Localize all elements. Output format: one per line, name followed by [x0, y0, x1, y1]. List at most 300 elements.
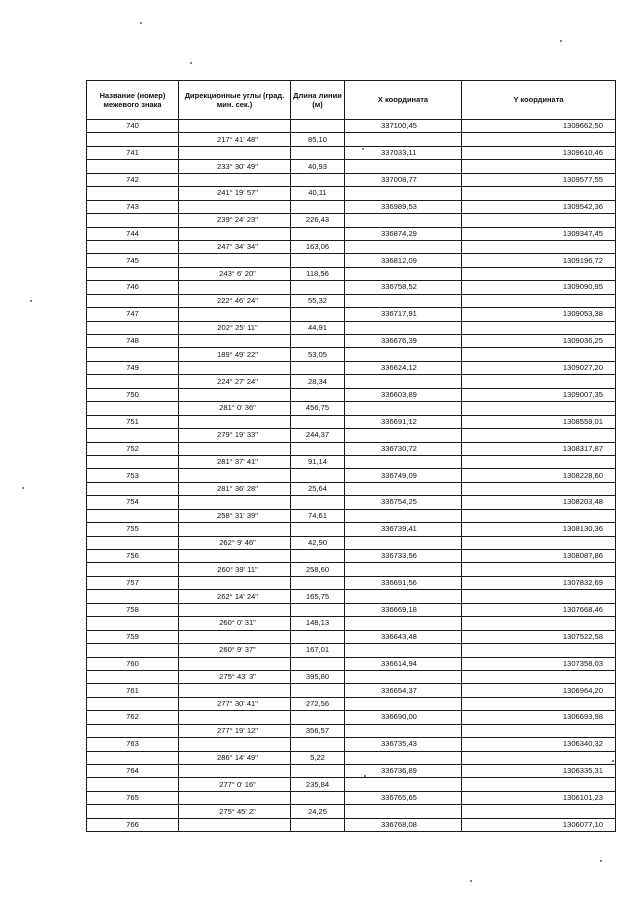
empty-cell: [291, 442, 345, 455]
scan-speck: [364, 775, 366, 777]
empty-cell: [179, 308, 291, 321]
empty-cell: [462, 670, 616, 683]
direction-angle-cell: 281° 37' 41": [179, 455, 291, 468]
table-row: [87, 778, 616, 791]
empty-cell: [87, 348, 179, 361]
y-coordinate-cell: 1309610,46: [462, 146, 616, 159]
empty-cell: [345, 509, 462, 522]
point-name-cell: 763: [87, 738, 179, 751]
y-coordinate-cell: 1307668,46: [462, 603, 616, 616]
table-row: [87, 684, 616, 697]
direction-angle-cell: 281° 0' 36": [179, 402, 291, 415]
table-row: [87, 523, 616, 536]
scan-speck: [140, 22, 142, 24]
empty-cell: [179, 361, 291, 374]
direction-angle-cell: 222° 46' 24": [179, 294, 291, 307]
line-length-cell: 118,56: [291, 267, 345, 280]
empty-cell: [291, 818, 345, 831]
line-length-cell: 40,93: [291, 160, 345, 173]
y-coordinate-cell: 1308317,87: [462, 442, 616, 455]
point-name-cell: 766: [87, 818, 179, 831]
table-row: [87, 308, 616, 321]
empty-cell: [87, 133, 179, 146]
empty-cell: [87, 536, 179, 549]
empty-cell: [345, 724, 462, 737]
point-name-cell: 746: [87, 281, 179, 294]
line-length-cell: 85,10: [291, 133, 345, 146]
empty-cell: [87, 429, 179, 442]
table-row: [87, 590, 616, 603]
point-name-cell: 748: [87, 335, 179, 348]
empty-cell: [291, 550, 345, 563]
table-row: [87, 724, 616, 737]
empty-cell: [462, 429, 616, 442]
x-coordinate-cell: 336812,09: [345, 254, 462, 267]
empty-cell: [291, 603, 345, 616]
empty-cell: [291, 496, 345, 509]
empty-cell: [179, 388, 291, 401]
x-coordinate-cell: 336691,56: [345, 576, 462, 589]
x-coordinate-cell: 336690,00: [345, 711, 462, 724]
empty-cell: [87, 751, 179, 764]
direction-angle-cell: 247° 34' 34": [179, 240, 291, 253]
direction-angle-cell: 260° 39' 11": [179, 563, 291, 576]
direction-angle-cell: 275° 45' 2": [179, 805, 291, 818]
point-name-cell: 752: [87, 442, 179, 455]
point-name-cell: 757: [87, 576, 179, 589]
empty-cell: [462, 778, 616, 791]
y-coordinate-cell: 1306101,23: [462, 791, 616, 804]
empty-cell: [462, 240, 616, 253]
direction-angle-cell: 239° 24' 23": [179, 214, 291, 227]
empty-cell: [291, 576, 345, 589]
empty-cell: [87, 214, 179, 227]
table-row: [87, 711, 616, 724]
y-coordinate-cell: 1306340,32: [462, 738, 616, 751]
direction-angle-cell: 224° 27' 24": [179, 375, 291, 388]
empty-cell: [291, 765, 345, 778]
line-length-cell: 272,56: [291, 697, 345, 710]
empty-cell: [179, 496, 291, 509]
y-coordinate-cell: 1308559,01: [462, 415, 616, 428]
empty-cell: [87, 509, 179, 522]
empty-cell: [87, 778, 179, 791]
empty-cell: [345, 805, 462, 818]
empty-cell: [345, 617, 462, 630]
table-row: [87, 738, 616, 751]
empty-cell: [345, 590, 462, 603]
line-length-cell: 163,06: [291, 240, 345, 253]
direction-angle-cell: 233° 30' 49": [179, 160, 291, 173]
point-name-cell: 742: [87, 173, 179, 186]
x-coordinate-cell: 336676,39: [345, 335, 462, 348]
line-length-cell: 258,60: [291, 563, 345, 576]
empty-cell: [291, 308, 345, 321]
table-row: [87, 240, 616, 253]
empty-cell: [179, 818, 291, 831]
x-coordinate-cell: 337008,77: [345, 173, 462, 186]
empty-cell: [291, 657, 345, 670]
y-coordinate-cell: 1309007,35: [462, 388, 616, 401]
y-coordinate-cell: 1308087,86: [462, 550, 616, 563]
table-row: [87, 120, 616, 133]
direction-angle-cell: 262° 14' 24": [179, 590, 291, 603]
x-coordinate-cell: 336739,41: [345, 523, 462, 536]
empty-cell: [345, 348, 462, 361]
empty-cell: [345, 644, 462, 657]
table-row: [87, 133, 616, 146]
y-coordinate-cell: 1309542,36: [462, 200, 616, 213]
line-length-cell: 235,84: [291, 778, 345, 791]
table-row: [87, 697, 616, 710]
empty-cell: [462, 294, 616, 307]
y-coordinate-cell: 1309347,45: [462, 227, 616, 240]
empty-cell: [345, 697, 462, 710]
y-coordinate-cell: 1309577,55: [462, 173, 616, 186]
empty-cell: [87, 321, 179, 334]
direction-angle-cell: 258° 31' 39": [179, 509, 291, 522]
table-row: [87, 482, 616, 495]
empty-cell: [291, 415, 345, 428]
point-name-cell: 758: [87, 603, 179, 616]
empty-cell: [291, 630, 345, 643]
line-length-cell: 226,43: [291, 214, 345, 227]
empty-cell: [462, 455, 616, 468]
scan-speck: [470, 880, 472, 882]
point-name-cell: 755: [87, 523, 179, 536]
line-length-cell: 244,37: [291, 429, 345, 442]
point-name-cell: 756: [87, 550, 179, 563]
x-coordinate-cell: 336733,56: [345, 550, 462, 563]
empty-cell: [179, 684, 291, 697]
table-row: [87, 375, 616, 388]
empty-cell: [345, 240, 462, 253]
table-row: [87, 442, 616, 455]
empty-cell: [179, 576, 291, 589]
empty-cell: [291, 738, 345, 751]
direction-angle-cell: 277° 30' 41": [179, 697, 291, 710]
table-row: [87, 267, 616, 280]
line-length-cell: 74,61: [291, 509, 345, 522]
empty-cell: [345, 187, 462, 200]
point-name-cell: 761: [87, 684, 179, 697]
empty-cell: [291, 711, 345, 724]
direction-angle-cell: 260° 0' 31": [179, 617, 291, 630]
y-coordinate-cell: 1306693,98: [462, 711, 616, 724]
empty-cell: [291, 227, 345, 240]
point-name-cell: 745: [87, 254, 179, 267]
y-coordinate-cell: 1309196,72: [462, 254, 616, 267]
empty-cell: [345, 214, 462, 227]
y-coordinate-cell: 1308203,48: [462, 496, 616, 509]
empty-cell: [462, 402, 616, 415]
table-row: [87, 455, 616, 468]
empty-cell: [179, 173, 291, 186]
empty-cell: [291, 523, 345, 536]
y-coordinate-cell: 1306964,20: [462, 684, 616, 697]
table-header-row: [87, 81, 616, 120]
empty-cell: [87, 724, 179, 737]
point-name-cell: 744: [87, 227, 179, 240]
empty-cell: [179, 711, 291, 724]
x-coordinate-cell: 336643,48: [345, 630, 462, 643]
table-row: [87, 630, 616, 643]
line-length-cell: 28,34: [291, 375, 345, 388]
scan-speck: [612, 760, 614, 762]
table-row: [87, 214, 616, 227]
table-row: [87, 536, 616, 549]
empty-cell: [291, 388, 345, 401]
header-y-coordinate: Y координата: [462, 81, 616, 120]
line-length-cell: 395,80: [291, 670, 345, 683]
empty-cell: [291, 173, 345, 186]
x-coordinate-cell: 336754,25: [345, 496, 462, 509]
empty-cell: [179, 550, 291, 563]
boundary-coordinates-table: [86, 80, 616, 832]
table-row: [87, 765, 616, 778]
scan-speck: [362, 148, 364, 150]
x-coordinate-cell: 336989,53: [345, 200, 462, 213]
line-length-cell: 91,14: [291, 455, 345, 468]
empty-cell: [345, 563, 462, 576]
x-coordinate-cell: 337033,11: [345, 146, 462, 159]
scan-speck: [600, 860, 602, 862]
table-row: [87, 818, 616, 831]
empty-cell: [87, 590, 179, 603]
y-coordinate-cell: 1307832,69: [462, 576, 616, 589]
line-length-cell: 148,13: [291, 617, 345, 630]
empty-cell: [345, 375, 462, 388]
line-length-cell: 25,64: [291, 482, 345, 495]
y-coordinate-cell: 1309662,50: [462, 120, 616, 133]
point-name-cell: 743: [87, 200, 179, 213]
empty-cell: [179, 227, 291, 240]
empty-cell: [345, 294, 462, 307]
empty-cell: [87, 617, 179, 630]
empty-cell: [87, 805, 179, 818]
line-length-cell: 356,57: [291, 724, 345, 737]
table-row: [87, 254, 616, 267]
point-name-cell: 741: [87, 146, 179, 159]
table-row: [87, 281, 616, 294]
empty-cell: [87, 670, 179, 683]
header-point-name: Название (номер) межевого знака: [87, 81, 179, 120]
table-row: [87, 348, 616, 361]
empty-cell: [462, 536, 616, 549]
x-coordinate-cell: 336768,08: [345, 818, 462, 831]
y-coordinate-cell: 1309053,38: [462, 308, 616, 321]
empty-cell: [345, 160, 462, 173]
y-coordinate-cell: 1306077,10: [462, 818, 616, 831]
header-x-coordinate: X координата: [345, 81, 462, 120]
direction-angle-cell: 217° 41' 48": [179, 133, 291, 146]
point-name-cell: 764: [87, 765, 179, 778]
empty-cell: [345, 133, 462, 146]
table-row: [87, 173, 616, 186]
point-name-cell: 760: [87, 657, 179, 670]
empty-cell: [345, 267, 462, 280]
empty-cell: [462, 267, 616, 280]
x-coordinate-cell: 336624,12: [345, 361, 462, 374]
point-name-cell: 753: [87, 469, 179, 482]
empty-cell: [179, 415, 291, 428]
empty-cell: [462, 590, 616, 603]
empty-cell: [462, 697, 616, 710]
scan-speck: [190, 62, 192, 64]
point-name-cell: 754: [87, 496, 179, 509]
empty-cell: [462, 348, 616, 361]
table-row: [87, 187, 616, 200]
empty-cell: [87, 160, 179, 173]
y-coordinate-cell: 1309090,95: [462, 281, 616, 294]
point-name-cell: 749: [87, 361, 179, 374]
empty-cell: [462, 644, 616, 657]
empty-cell: [462, 751, 616, 764]
direction-angle-cell: 277° 0' 16": [179, 778, 291, 791]
direction-angle-cell: 243° 6' 20": [179, 267, 291, 280]
empty-cell: [345, 321, 462, 334]
point-name-cell: 751: [87, 415, 179, 428]
table-row: [87, 751, 616, 764]
line-length-cell: 40,11: [291, 187, 345, 200]
x-coordinate-cell: 336765,65: [345, 791, 462, 804]
empty-cell: [345, 429, 462, 442]
table-row: [87, 670, 616, 683]
empty-cell: [179, 281, 291, 294]
empty-cell: [179, 146, 291, 159]
line-length-cell: 165,75: [291, 590, 345, 603]
x-coordinate-cell: 337100,45: [345, 120, 462, 133]
empty-cell: [345, 670, 462, 683]
y-coordinate-cell: 1307522,58: [462, 630, 616, 643]
header-direction-angle: Дирекционные углы (град. мин. сек.): [179, 81, 291, 120]
x-coordinate-cell: 336735,43: [345, 738, 462, 751]
empty-cell: [291, 200, 345, 213]
empty-cell: [179, 765, 291, 778]
empty-cell: [291, 469, 345, 482]
empty-cell: [179, 254, 291, 267]
empty-cell: [345, 402, 462, 415]
direction-angle-cell: 260° 9' 37": [179, 644, 291, 657]
table-row: [87, 563, 616, 576]
empty-cell: [179, 630, 291, 643]
empty-cell: [345, 455, 462, 468]
table-row: [87, 644, 616, 657]
empty-cell: [179, 200, 291, 213]
direction-angle-cell: 281° 36' 28": [179, 482, 291, 495]
table-row: [87, 321, 616, 334]
empty-cell: [179, 442, 291, 455]
header-line-length: Длина линии (м): [291, 81, 345, 120]
table-row: [87, 550, 616, 563]
direction-angle-cell: 286° 14' 49": [179, 751, 291, 764]
empty-cell: [87, 697, 179, 710]
table-row: [87, 657, 616, 670]
empty-cell: [462, 375, 616, 388]
empty-cell: [462, 805, 616, 818]
x-coordinate-cell: 336730,72: [345, 442, 462, 455]
table-row: [87, 200, 616, 213]
empty-cell: [291, 684, 345, 697]
empty-cell: [462, 160, 616, 173]
x-coordinate-cell: 336874,29: [345, 227, 462, 240]
table-row: [87, 496, 616, 509]
empty-cell: [87, 267, 179, 280]
empty-cell: [87, 644, 179, 657]
x-coordinate-cell: 336614,94: [345, 657, 462, 670]
line-length-cell: 42,90: [291, 536, 345, 549]
line-length-cell: 24,25: [291, 805, 345, 818]
x-coordinate-cell: 336654,37: [345, 684, 462, 697]
scan-speck: [560, 40, 562, 42]
empty-cell: [179, 791, 291, 804]
line-length-cell: 44,91: [291, 321, 345, 334]
empty-cell: [345, 751, 462, 764]
line-length-cell: 167,01: [291, 644, 345, 657]
table-row: [87, 335, 616, 348]
point-name-cell: 762: [87, 711, 179, 724]
table-row: [87, 469, 616, 482]
empty-cell: [179, 738, 291, 751]
empty-cell: [345, 778, 462, 791]
x-coordinate-cell: 336603,89: [345, 388, 462, 401]
empty-cell: [291, 361, 345, 374]
empty-cell: [87, 375, 179, 388]
scan-speck: [22, 487, 24, 489]
y-coordinate-cell: 1308228,60: [462, 469, 616, 482]
line-length-cell: 53,05: [291, 348, 345, 361]
table-row: [87, 576, 616, 589]
x-coordinate-cell: 336749,09: [345, 469, 462, 482]
empty-cell: [179, 120, 291, 133]
y-coordinate-cell: 1309036,25: [462, 335, 616, 348]
empty-cell: [462, 482, 616, 495]
point-name-cell: 759: [87, 630, 179, 643]
direction-angle-cell: 275° 43' 3": [179, 670, 291, 683]
empty-cell: [462, 509, 616, 522]
table-row: [87, 361, 616, 374]
direction-angle-cell: 189° 49' 22": [179, 348, 291, 361]
line-length-cell: 456,75: [291, 402, 345, 415]
y-coordinate-cell: 1307358,03: [462, 657, 616, 670]
empty-cell: [291, 791, 345, 804]
empty-cell: [87, 294, 179, 307]
empty-cell: [179, 657, 291, 670]
empty-cell: [87, 563, 179, 576]
empty-cell: [87, 482, 179, 495]
empty-cell: [87, 240, 179, 253]
table-row: [87, 415, 616, 428]
table-row: [87, 227, 616, 240]
x-coordinate-cell: 336736,89: [345, 765, 462, 778]
empty-cell: [291, 254, 345, 267]
empty-cell: [291, 120, 345, 133]
empty-cell: [462, 187, 616, 200]
point-name-cell: 747: [87, 308, 179, 321]
empty-cell: [462, 617, 616, 630]
empty-cell: [462, 563, 616, 576]
table-row: [87, 402, 616, 415]
empty-cell: [87, 455, 179, 468]
x-coordinate-cell: 336669,18: [345, 603, 462, 616]
table-row: [87, 603, 616, 616]
empty-cell: [179, 335, 291, 348]
y-coordinate-cell: 1308130,36: [462, 523, 616, 536]
empty-cell: [87, 187, 179, 200]
empty-cell: [345, 482, 462, 495]
table-row: [87, 617, 616, 630]
empty-cell: [291, 335, 345, 348]
